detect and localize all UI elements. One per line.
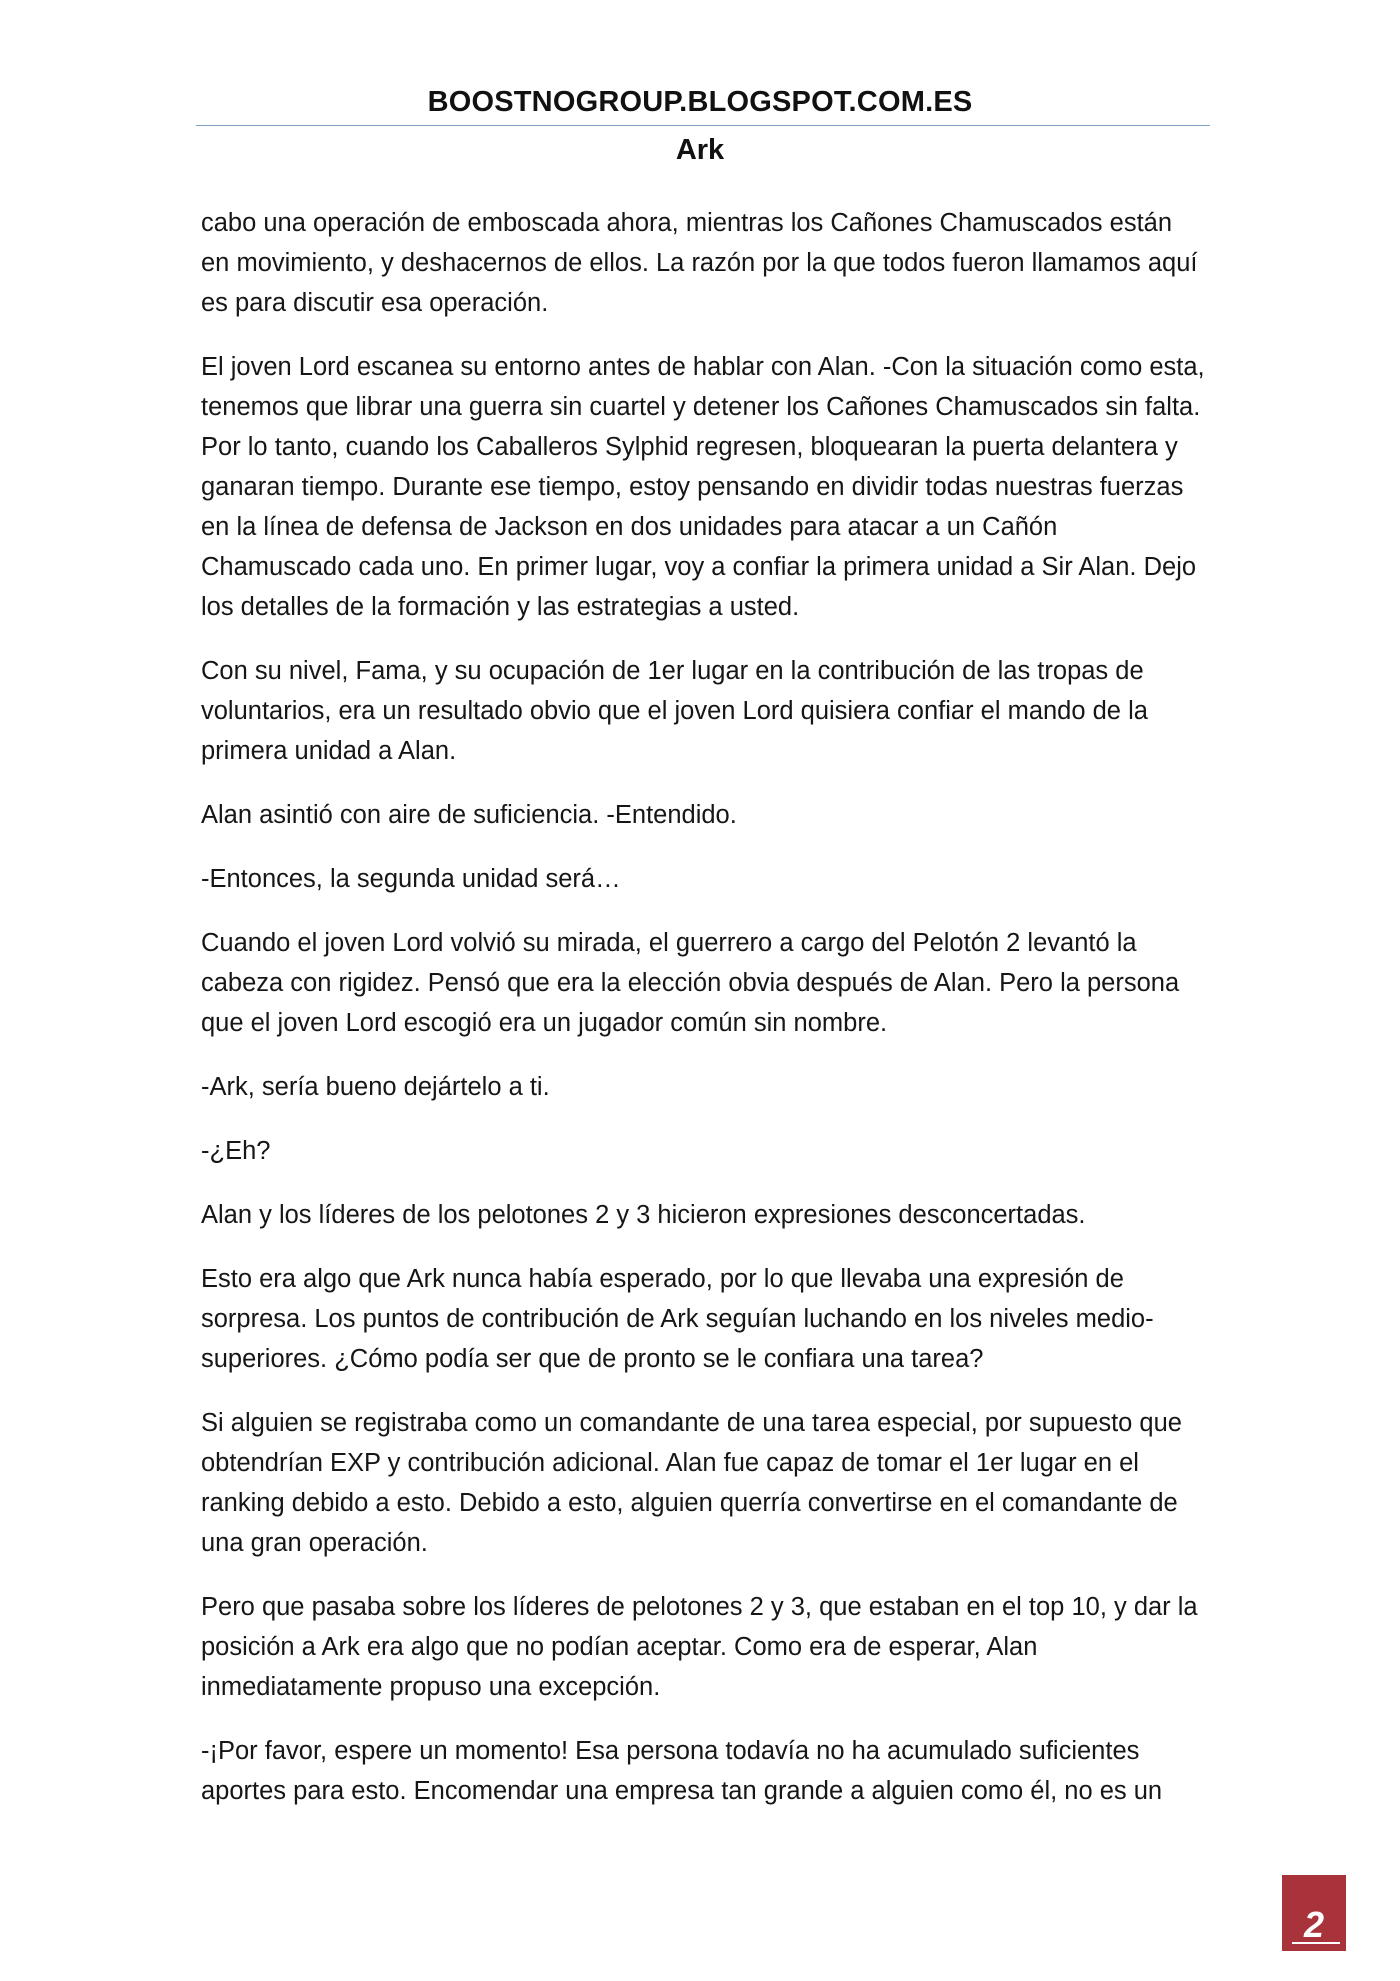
paragraph: Alan y los líderes de los pelotones 2 y 3 hicieron expresiones desconcertadas. [201, 1201, 1086, 1229]
page-number-badge [1282, 1875, 1346, 1951]
paragraph: -Ark, sería bueno dejártelo a ti. [201, 1073, 550, 1101]
paragraph: -¿Eh? [201, 1137, 271, 1165]
paragraph: Alan asintió con aire de suficiencia. -Entendido. [201, 801, 737, 829]
page-number-underline [1292, 1942, 1340, 1944]
paragraph: -Entonces, la segunda unidad será… [201, 865, 621, 893]
paragraph: Si alguien se registraba como un comandante de una tarea especial, por supuesto que obtendrían EXP y contribución adicional. Alan fue capaz de tomar el 1er lugar en el ranking debido a esto. Debido a esto, alguien querría convertirse en el comandante de una gran operación. [201, 1409, 1182, 1557]
paragraph: cabo una operación de emboscada ahora, mientras los Cañones Chamuscados están en movimiento, y deshacernos de ellos. La razón por la que todos fueron llamamos aquí es para discutir esa operación. [201, 209, 1198, 317]
paragraph: Con su nivel, Fama, y su ocupación de 1er lugar en la contribución de las tropas de voluntarios, era un resultado obvio que el joven Lord quisiera confiar el mando de la primera unidad a Alan. [201, 657, 1148, 765]
paragraph: Esto era algo que Ark nunca había esperado, por lo que llevaba una expresión de sorpresa. Los puntos de contribución de Ark seguían luchando en los niveles medio-superiores. ¿Cómo podía ser que de pronto se le confiara una tarea? [201, 1265, 1154, 1373]
header-site-url: BOOSTNOGROUP.BLOGSPOT.COM.ES [427, 86, 973, 118]
page-body [201, 203, 1207, 1835]
paragraph: Pero que pasaba sobre los líderes de pelotones 2 y 3, que estaban en el top 10, y dar la posición a Ark era algo que no podían aceptar. Como era de esperar, Alan inmediatamente propuso una excepción. [201, 1593, 1198, 1701]
page-number: 2 [1303, 1904, 1325, 1945]
paragraph: Cuando el joven Lord volvió su mirada, el guerrero a cargo del Pelotón 2 levantó la cabeza con rigidez. Pensó que era la elección obvia después de Alan. Pero la persona que el joven Lord escogió era un jugador común sin nombre. [201, 929, 1180, 1037]
paragraph: -¡Por favor, espere un momento! Esa persona todavía no ha acumulado suficientes aportes para esto. Encomendar una empresa tan grande a alguien como él, no es un [201, 1737, 1163, 1805]
header-book-title: Ark [675, 134, 725, 166]
paragraph: El joven Lord escanea su entorno antes de hablar con Alan. -Con la situación como esta, tenemos que librar una guerra sin cuartel y detener los Cañones Chamuscados sin falta. Por lo tanto, cuando los Caballeros Sylphid regresen, bloquearan la puerta delantera y ganaran tiempo. Durante ese tiempo, estoy pensando en dividir todas nuestras fuerzas en la línea de defensa de Jackson en dos unidades para atacar a un Cañón Chamuscado cada uno. En primer lugar, voy a confiar la primera unidad a Sir Alan. Dejo los detalles de la formación y las estrategias a usted. [201, 353, 1205, 621]
header-divider [196, 125, 1210, 126]
